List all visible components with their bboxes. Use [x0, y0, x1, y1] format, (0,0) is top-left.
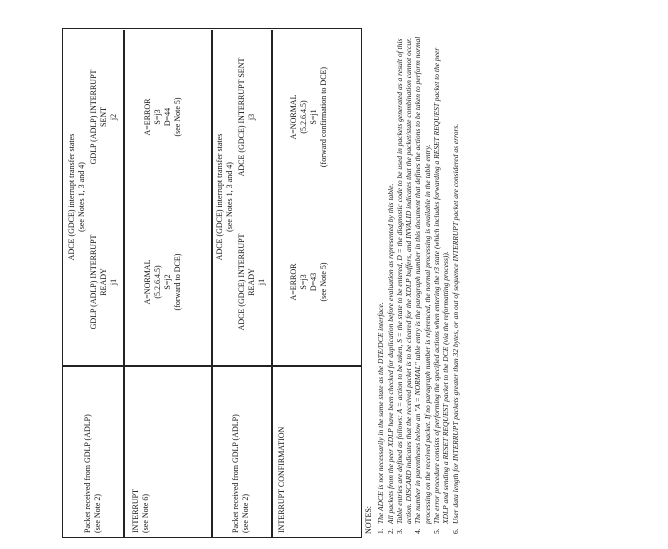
group-title: ADCE (GDCE) interrupt transfer states (see Notes 1, 3 and 4)	[67, 133, 86, 261]
note-item: 6. User data length for INTERRUPT packets greater than 32 bytes, or an out of sequence INTERRUPT packet are considered as errors.	[450, 123, 460, 534]
divider	[123, 30, 125, 537]
cell: A=ERROR S=j3 D=44 (see Note 5)	[143, 97, 182, 137]
col1-header: ADCE (GDCE) INTERRUPT READY j1	[237, 233, 266, 331]
row-header: Packet received from GDLP (ADLP) (see Note 2)	[83, 414, 102, 533]
note-item: 1. The ADCE is not necessarily in the same state as the DTE/DCE interface.	[376, 302, 386, 534]
col2-header: GDLP (ADLP) INTERRUPT SENT j2	[89, 69, 118, 165]
row-header: Packet received from GDLP (ADLP) (see Note 2)	[231, 414, 250, 533]
cell: A=ERROR S=j3 D=43 (see Note 5)	[289, 262, 328, 302]
row-label: INTERRUPT (see Note 6)	[131, 489, 150, 533]
note-item: 2. All packets from the peer XDLP have been checked for duplication before evaluation as represented by this table.	[385, 183, 395, 534]
row-label: INTERRUPT CONFIRMATION	[277, 426, 286, 533]
note-item: 5. The error procedure consists of performing the specified actions when entering the r3 state (which includes forwarding a RESET REQUEST packet to the peer XDLP and sending a RESET REQUEST packet to the DCE (via the reformatting process)).	[432, 47, 451, 534]
rotated-page	[62, 28, 510, 538]
cell: A=NORMAL (5.2.6.4.5) S=j1 (forward confirmation to DCE)	[289, 66, 328, 168]
note-item: 4. The number in parentheses below an "A = NORMAL" table entry is the paragraph number in this document that defines the actions to be taken to perform normal processing on the received packet. If no paragraph number is referenced, the normal processing is available in the table entry.	[413, 36, 432, 534]
divider	[211, 30, 213, 537]
state-table	[62, 28, 362, 538]
col2-header: ADCE (GDCE) INTERRUPT SENT j3	[237, 57, 256, 177]
col1-header: GDLP (ADLP) INTERRUPT READY j1	[89, 234, 118, 330]
divider	[271, 30, 273, 537]
note-item: 3. Table entries are defined as follows: A = action to be taken, S = the state to be entered, D = the diagnostic code to be used in packets generated as a result of this action. DISCARD indicates that the received packet is to be cleared for the XDLP buffers, and INVALID indicates that the packet/state combination cannot occur.	[394, 37, 414, 534]
cell: A=NORMAL (5.2.6.4.5) S=j2 (forward to DCE)	[143, 253, 182, 311]
notes	[364, 34, 460, 534]
group-title: ADCE (GDCE) interrupt transfer states (see Notes 1, 3 and 4)	[215, 133, 234, 261]
notes-title: NOTES:	[364, 506, 373, 534]
